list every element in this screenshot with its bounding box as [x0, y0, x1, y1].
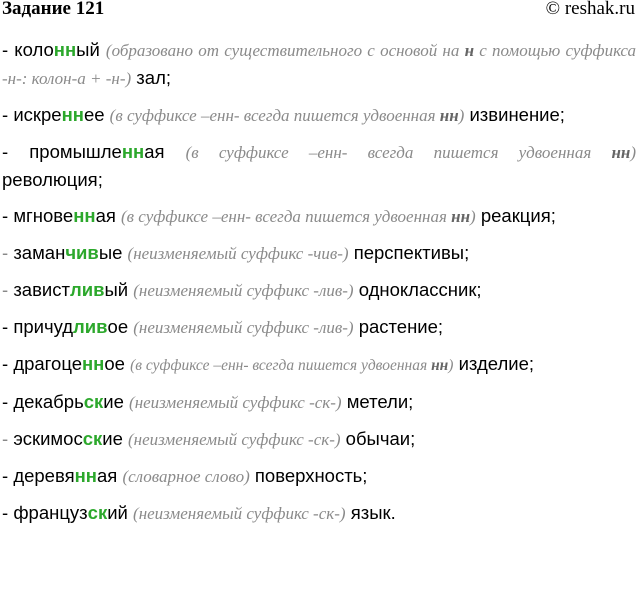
suffix-highlight: нн — [74, 465, 97, 486]
suffix-highlight: ск — [83, 391, 104, 412]
list-item — [2, 101, 636, 129]
explanation-note: (в суффиксе –енн- всегда пишется удвоенная нн) — [109, 106, 465, 125]
list-item — [2, 313, 636, 341]
noun: поверхность; — [254, 465, 368, 486]
list-item — [2, 388, 636, 416]
word: завистливый — [13, 279, 129, 300]
bullet-dash: - — [2, 39, 9, 60]
site-watermark: © reshak.ru — [545, 0, 635, 19]
explanation-note: (неизменяемый суффикс -ск-) — [128, 430, 341, 449]
word: драгоценное — [13, 353, 125, 374]
list-item — [2, 202, 636, 230]
bullet-dash: - — [2, 465, 9, 486]
explanation-note: (неизменяемый суффикс -ск-) — [133, 504, 346, 523]
explanation-note: (неизменяемый суффикс -ск-) — [129, 393, 342, 412]
list-item — [2, 138, 636, 193]
bullet-dash: - — [2, 428, 9, 449]
suffix-highlight: нн — [73, 205, 96, 226]
word: эскимосские — [13, 428, 123, 449]
noun: перспективы; — [353, 242, 470, 263]
list-item — [2, 499, 636, 527]
list-item — [2, 425, 636, 453]
word: заманчивые — [13, 242, 123, 263]
bullet-dash: - — [2, 205, 9, 226]
suffix-highlight: нн — [121, 141, 145, 162]
bullet-dash: - — [2, 316, 9, 337]
bullet-dash: - — [2, 391, 9, 412]
word: французский — [13, 502, 128, 523]
explanation-note: (словарное слово) — [122, 467, 250, 486]
word: мгновенная — [13, 205, 116, 226]
bullet-dash: - — [2, 104, 9, 125]
suffix-highlight: нн — [82, 353, 105, 374]
noun: одноклассник; — [358, 279, 482, 300]
bullet-dash: - — [2, 141, 9, 162]
word: причудливое — [13, 316, 129, 337]
explanation-note: (неизменяемый суффикс -лив-) — [133, 318, 354, 337]
noun: извинение; — [469, 104, 565, 125]
bullet-dash: - — [2, 242, 9, 263]
explanation-note: (в суффиксе –енн- всегда пишется удвоенная нн) — [121, 207, 476, 226]
explanation-note: (образовано от существительного с основой на н с помощью суффикса -н-: колон-а + -н-) — [2, 41, 637, 88]
noun: революция; — [2, 169, 103, 190]
suffix-highlight: ск — [82, 428, 103, 449]
noun: реакция; — [480, 205, 556, 226]
word: деревянная — [13, 465, 118, 486]
word: колонный — [14, 39, 100, 60]
suffix-highlight: нн — [53, 39, 77, 60]
noun: растение; — [358, 316, 444, 337]
suffix-highlight: лив — [69, 279, 105, 300]
noun: метели; — [346, 391, 414, 412]
explanation-note: (в суффиксе –енн- всегда пишется удвоенная нн) — [130, 357, 454, 374]
word: искреннее — [13, 104, 105, 125]
list-item — [2, 462, 636, 490]
bullet-dash: - — [2, 502, 9, 523]
explanation-note: (неизменяемый суффикс -чив-) — [127, 244, 349, 263]
list-item — [2, 239, 636, 267]
suffix-highlight: чив — [65, 242, 99, 263]
page-header — [0, 0, 639, 22]
task-title: Задание 121 — [2, 0, 105, 19]
list-item — [2, 276, 636, 304]
word: декабрьские — [13, 391, 124, 412]
noun: изделие; — [458, 353, 535, 374]
suffix-highlight: нн — [61, 104, 84, 125]
suffix-highlight: лив — [73, 316, 108, 337]
answer-list — [2, 36, 636, 536]
noun: зал; — [136, 67, 172, 88]
word: промышленная — [29, 141, 165, 162]
list-item — [2, 350, 636, 379]
explanation-note: (неизменяемый суффикс -лив-) — [133, 281, 354, 300]
noun: обычаи; — [345, 428, 416, 449]
explanation-note: (в суффиксе –енн- всегда пишется удвоенная нн) — [185, 143, 637, 162]
bullet-dash: - — [2, 279, 9, 300]
suffix-highlight: ск — [87, 502, 108, 523]
list-item — [2, 36, 636, 92]
noun: язык. — [350, 502, 396, 523]
bullet-dash: - — [2, 353, 9, 374]
